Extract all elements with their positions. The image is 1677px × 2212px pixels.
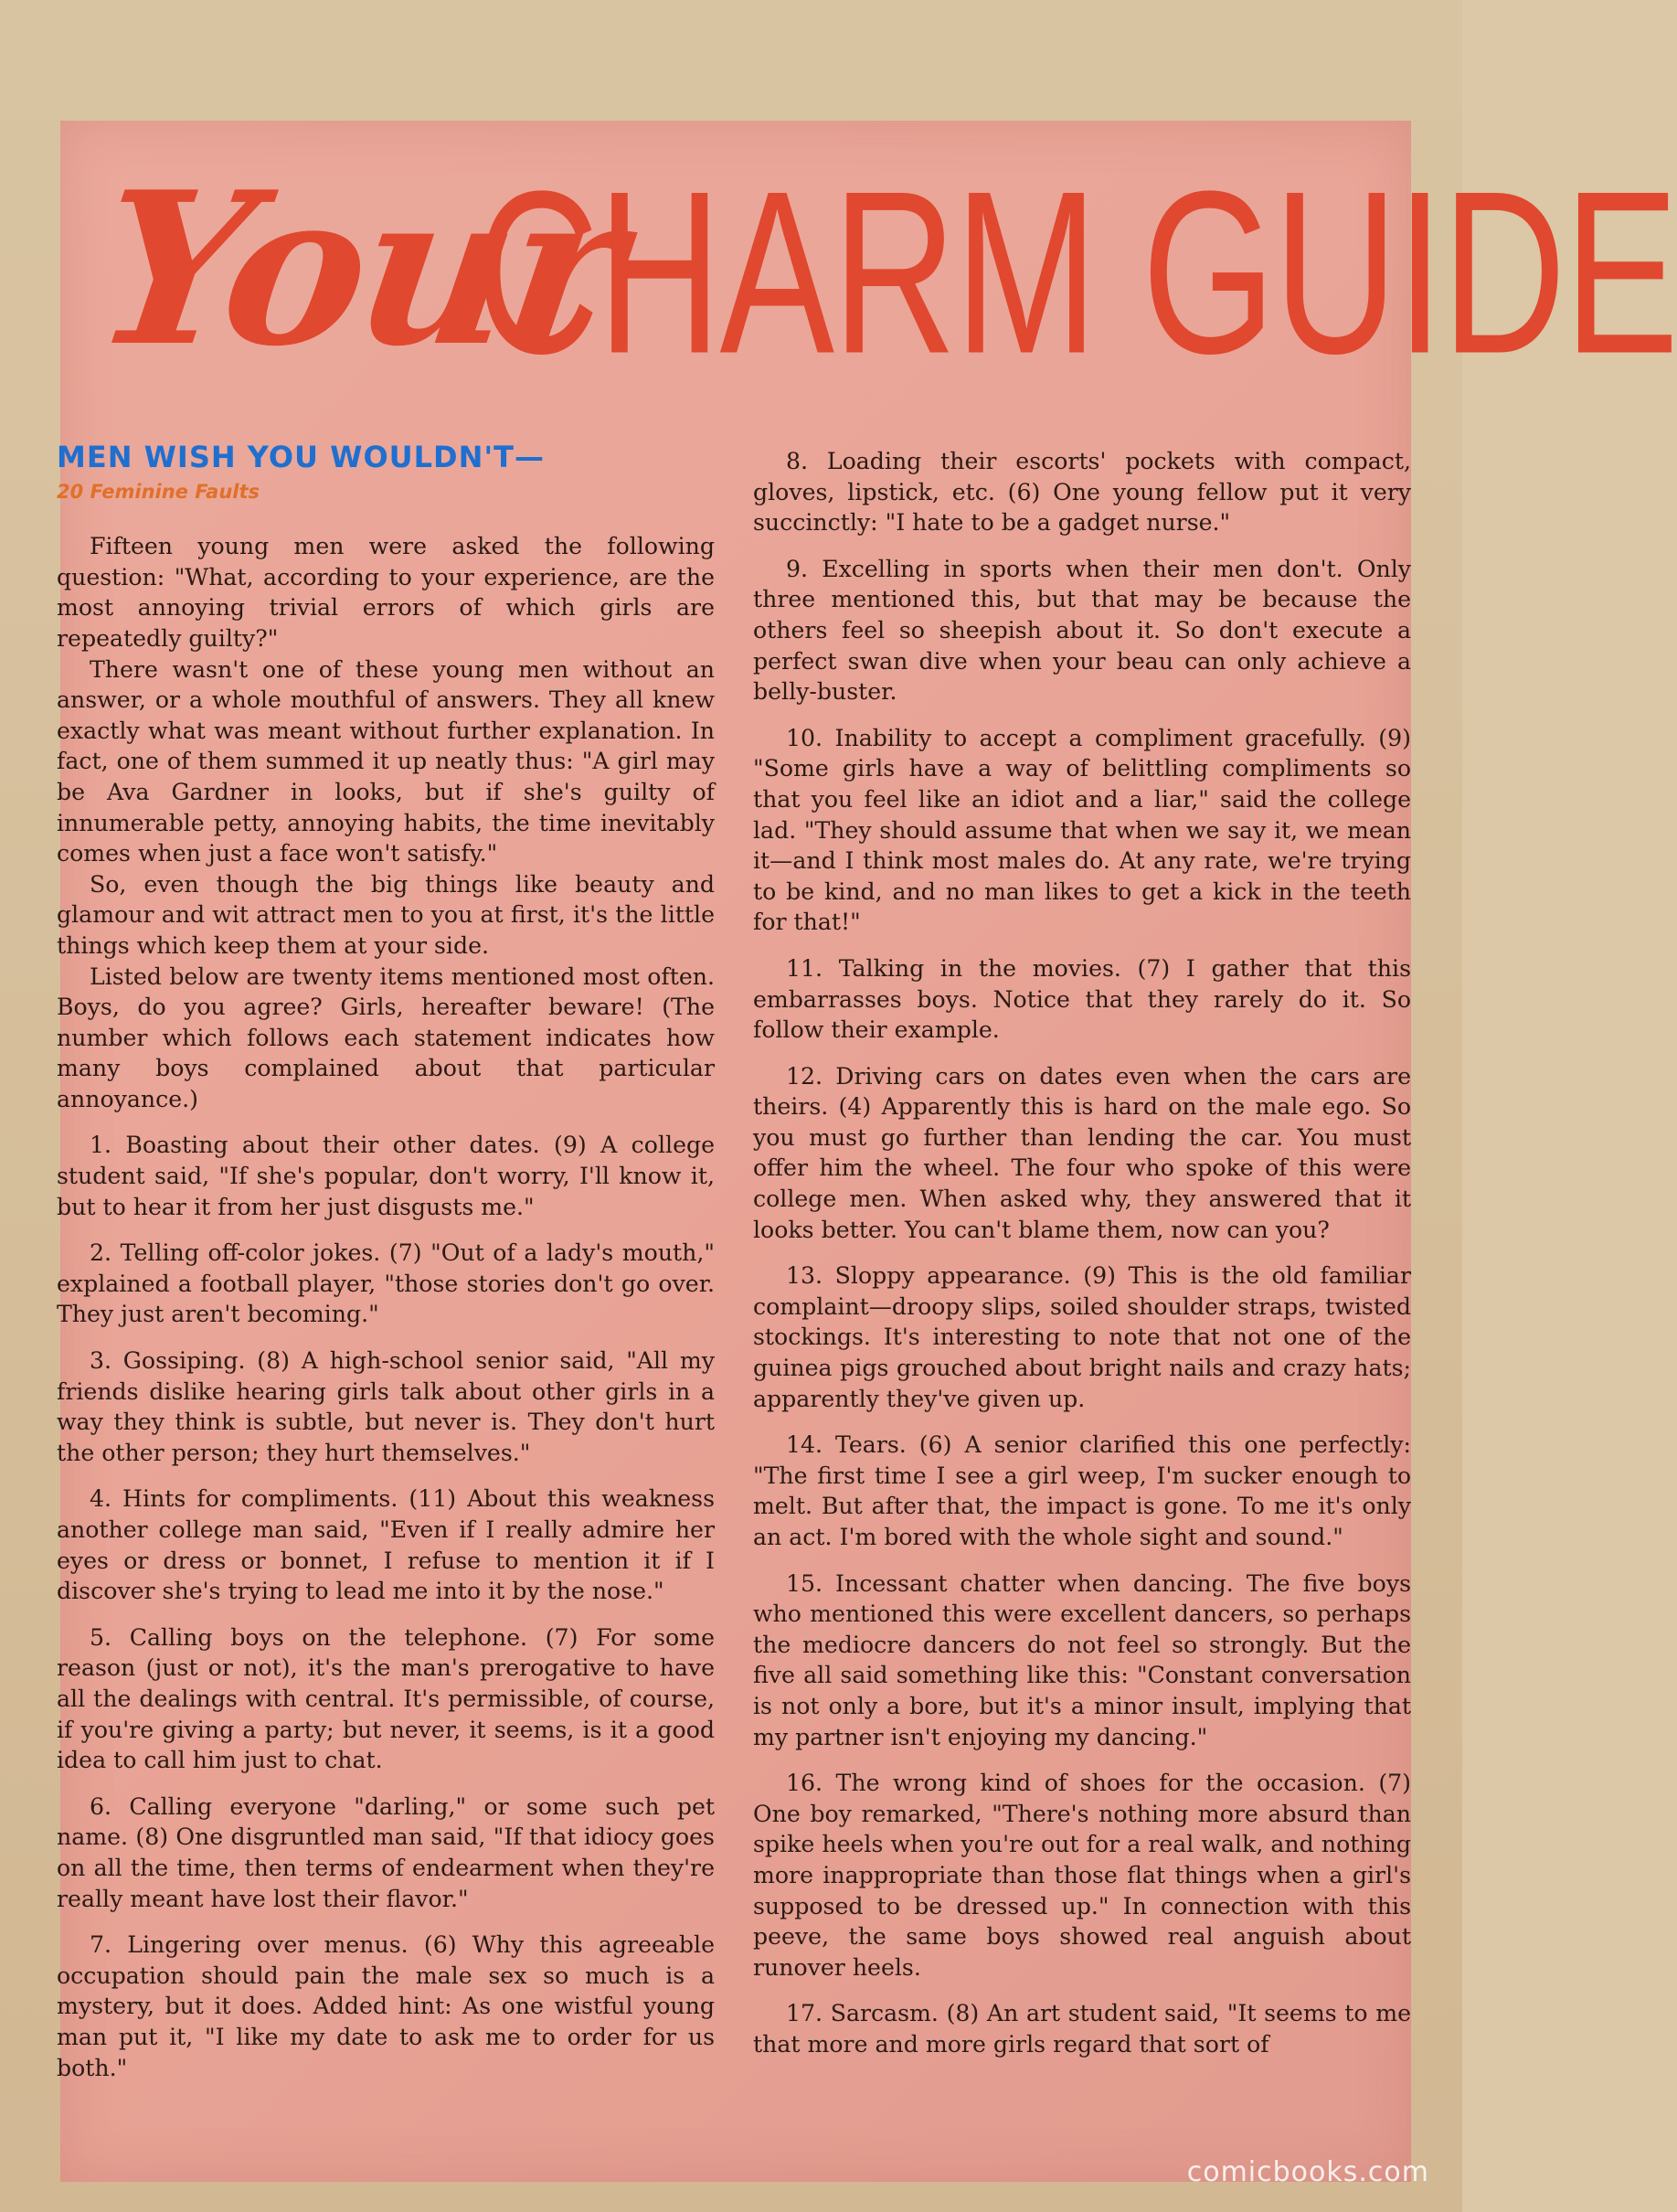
title-main: CHARM GUIDE xyxy=(475,143,1677,402)
list-item: 12. Driving cars on dates even when the cars are theirs. (4) Apparently this is hard on the male ego. So you must go further than lending the car. You must offer him the wheel. The four who spoke of this were college men. When asked why, they answered that it looks better. You can't blame them, now can you? xyxy=(753,1062,1411,1243)
page-title xyxy=(83,128,1677,402)
article-subheading: 20 Feminine Faults xyxy=(57,480,260,503)
list-item: 17. Sarcasm. (8) An art student said, "It seems to me that more and more girls regard that sort of xyxy=(753,2000,1411,2058)
list-item: 13. Sloppy appearance. (9) This is the old familiar complaint—droopy slips, soiled shoulder straps, twisted stockings. It's interesting to note that not one of the guinea pigs grouched about bright nails and crazy hats; apparently they've given up. xyxy=(753,1262,1411,1412)
list-item: 10. Inability to accept a compliment gracefully. (9) "Some girls have a way of belittling compliments so that you feel like an idiot and a liar," said the college lad. "They should assume that when we say it, we mean it—and I think most males do. At any rate, we're trying to be kind, and no man likes to get a kick in the teeth for that!" xyxy=(753,724,1411,936)
list-item: 16. The wrong kind of shoes for the occasion. (7) One boy remarked, "There's nothing more absurd than spike heels when you're out for a real walk, and nothing more inappropriate than those flat things when a girl's supposed to be dressed up." In connection with this peeve, the same boys showed real anguish about runover heels. xyxy=(753,1770,1411,1981)
list-item: 15. Incessant chatter when dancing. The five boys who mentioned this were excellent dancers, so perhaps the mediocre dancers do not feel so strongly. But the five all said something like this: "Constant conversation is not only a bore, but it's a minor insult, implying that my partner isn't enjoying my dancing." xyxy=(753,1569,1411,1750)
list-item: 6. Calling everyone "darling," or some such pet name. (8) One disgruntled man said, "If that idiocy goes on all the time, then terms of endearment when they're really meant have lost their flavor." xyxy=(57,1792,715,1912)
list-item: 1. Boasting about their other dates. (9) A college student said, "If she's popular, don't worry, I'll know it, but to hear it from her just disgusts me." xyxy=(57,1132,715,1220)
intro-paragraph: There wasn't one of these young men without an answer, or a whole mouthful of answers. They all knew exactly what was meant without further explanation. In fact, one of them summed it up neatly thus: "A girl may be Ava Gardner in looks, but if she's guilty of innumerable petty, annoying habits, the time inevitably comes when just a face won't satisfy." xyxy=(57,655,715,867)
list-item: 8. Loading their escorts' pockets with compact, gloves, lipstick, etc. (6) One young fellow put it very succinctly: "I hate to be a gadget nurse." xyxy=(753,448,1411,537)
list-item: 5. Calling boys on the telephone. (7) For some reason (just or not), it's the man's prerogative to have all the dealings with central. It's permissible, of course, if you're giving a party; but never, it seems, is it a good idea to call him just to chat. xyxy=(57,1623,715,1774)
title-script: Your xyxy=(83,146,632,393)
intro-paragraph: Fifteen young men were asked the following question: "What, according to your experience, are the most annoying trivial errors of which girls are repeatedly guilty?" xyxy=(57,533,715,652)
list-item: 3. Gossiping. (8) A high-school senior said, "All my friends dislike hearing girls talk about other girls in a way they think is subtle, but never is. They don't hurt the other person; they hurt themselves." xyxy=(57,1347,715,1466)
left-column xyxy=(57,442,715,2099)
right-column xyxy=(753,446,1411,2076)
intro-paragraph: Listed below are twenty items mentioned most often. Boys, do you agree? Girls, hereafter beware! (The number which follows each statement indicates how many boys complained about that particular annoyance.) xyxy=(57,962,715,1112)
intro-paragraph: So, even though the big things like beauty and glamour and wit attract men to you at first, it's the little things which keep them at your side. xyxy=(57,870,715,959)
watermark: comicbooks.com xyxy=(1186,2156,1429,2188)
list-item: 9. Excelling in sports when their men don't. Only three mentioned this, but that may be because the others feel so sheepish about it. So don't execute a perfect swan dive when your beau can only achieve a belly-buster. xyxy=(753,555,1411,706)
list-item: 4. Hints for compliments. (11) About this weakness another college man said, "Even if I really admire her eyes or dress or bonnet, I refuse to mention it if I discover she's trying to lead me into it by the nose." xyxy=(57,1485,715,1605)
list-item: 7. Lingering over menus. (6) Why this agreeable occupation should pain the male sex so much is a mystery, but it does. Added hint: As one wistful young man put it, "I like my date to ask me to order for us both." xyxy=(57,1931,715,2081)
list-item: 11. Talking in the movies. (7) I gather that this embarrasses boys. Notice that they rarely do it. So follow their example. xyxy=(753,954,1411,1044)
list-item: 14. Tears. (6) A senior clarified this one perfectly: "The first time I see a girl weep, I'm sucker enough to melt. But after that, the impact is gone. To me it's only an act. I'm bored with the whole sight and sound." xyxy=(753,1431,1411,1550)
list-item: 2. Telling off-color jokes. (7) "Out of a lady's mouth," explained a football player, "those stories don't go over. They just aren't becoming." xyxy=(57,1239,715,1328)
article-heading: MEN WISH YOU WOULDN'T— xyxy=(57,440,545,474)
